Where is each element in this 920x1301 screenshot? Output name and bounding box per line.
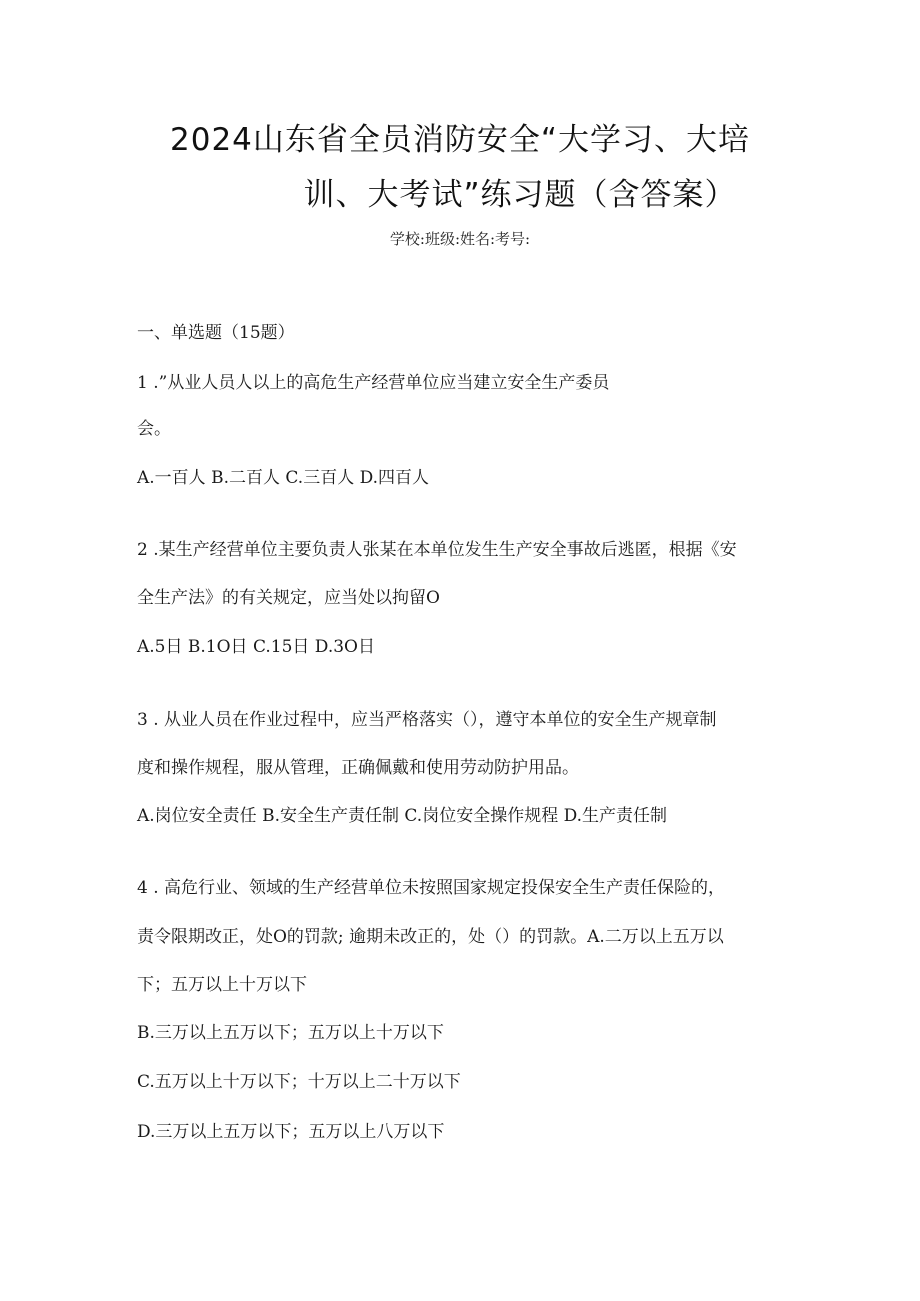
question-1-line-1: 1 .”从业人员人以上的高危生产经营单位应当建立安全生产委员 [137, 373, 610, 393]
question-3-line-2: 度和操作规程，服从管理，正确佩戴和使用劳动防护用品。 [137, 758, 579, 778]
question-1-line-2: 会。 [137, 419, 171, 439]
question-4-line-2: 责令限期改正，处O的罚款; 逾期未改正的，处（）的罚款。A.二万以上五万以 [137, 927, 724, 947]
question-4-option-d: D.三万以上五万以下；五万以上八万以下 [137, 1122, 445, 1142]
document-title [90, 113, 830, 223]
student-info-line: 学校:班级:姓名:考号: [389, 230, 531, 248]
question-4-line-3: 下；五万以上十万以下 [137, 975, 307, 995]
question-2-line-1: 2 .某生产经营单位主要负责人张某在本单位发生生产安全事故后逃匿，根据《安 [137, 540, 737, 560]
title-line-1: 2024山东省全员消防安全“大学习、大培 [170, 122, 750, 158]
question-2-options: A.5日 B.1O日 C.15日 D.3O日 [137, 637, 375, 657]
question-2-line-2: 全生产法》的有关规定，应当处以拘留O [137, 588, 440, 608]
section-heading: 一、单选题（15题） [137, 323, 295, 343]
question-4-option-b: B.三万以上五万以下；五万以上十万以下 [137, 1023, 444, 1043]
question-4-line-1: 4 . 高危行业、领域的生产经营单位未按照国家规定投保安全生产责任保险的， [137, 878, 726, 898]
title-line-2: 训、大考试”练习题（含答案） [303, 177, 737, 213]
question-1-options: A.一百人 B.二百人 C.三百人 D.四百人 [137, 468, 430, 488]
question-4-option-c: C.五万以上十万以下；十万以上二十万以下 [137, 1072, 461, 1092]
question-3-options: A.岗位安全责任 B.安全生产责任制 C.岗位安全操作规程 D.生产责任制 [137, 806, 668, 826]
question-3-line-1: 3 . 从业人员在作业过程中，应当严格落实（），遵守本单位的安全生产规章制 [137, 710, 717, 730]
